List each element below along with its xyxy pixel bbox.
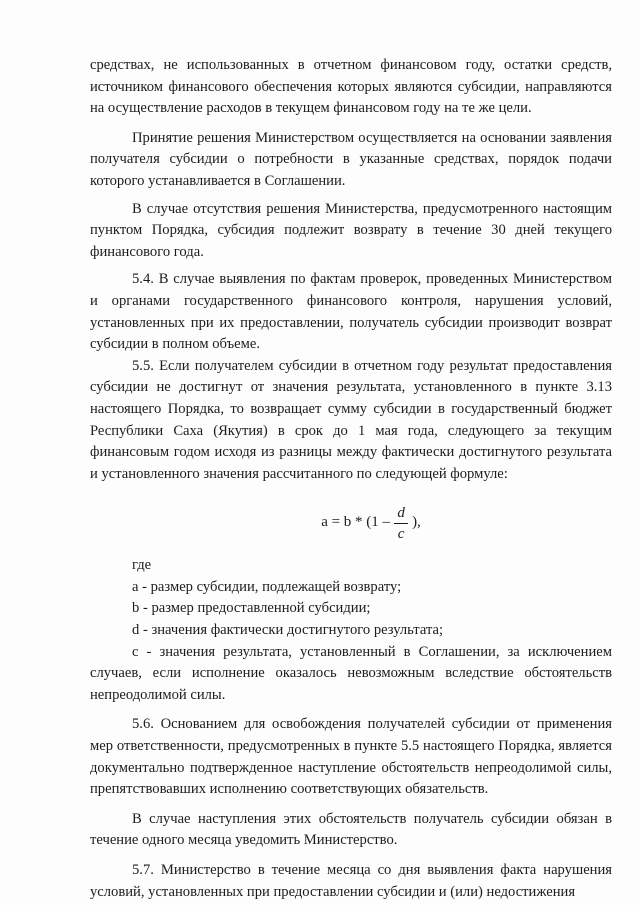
formula-left: a = b * (1 – [321, 514, 391, 531]
definition-a: a - размер субсидии, подлежащей возврату; [132, 578, 402, 595]
fraction-bar [394, 523, 408, 524]
paragraph-notify: В случае наступления этих обстоятельств получатель субсидии обязан в течение одного месяца уведомить Министерство. [90, 810, 612, 849]
definition-b: b - размер предоставленной субсидии; [132, 600, 371, 617]
formula-numerator: d [397, 504, 405, 521]
paragraph-5-5: 5.5. Если получателем субсидии в отчетном году результат предоставления субсидии не достигнут от значения результата, установленного в пункте 3.13 настоящего Порядка, то возвращает сумму субсидии в государственный бюджет Республики Саха (Якутия) в срок до 1 мая года, следующего за текущим финансовым годом исходя из разницы между фактически достигнутого результата и установленного значения рассчитанного по следующей формуле: [90, 357, 612, 482]
paragraph-5-7: 5.7. Министерство в течение месяца со дня выявления факта нарушения условий, установленных при предоставлении субсидии и (или) недостижения [90, 862, 612, 900]
paragraph-continuation: средствах, не использованных в отчетном финансовом году, остатки средств, источником финансового обеспечения которых являются субсидии, направляются на осуществление расходов в текущем финансовом году на те же цели. [90, 57, 612, 117]
where-label: где [132, 557, 152, 574]
formula-right: ), [412, 514, 421, 531]
refund-formula [130, 497, 612, 549]
formula-denominator: c [397, 525, 405, 542]
paragraph-no-decision: В случае отсутствия решения Министерства, предусмотренного настоящим пунктом Порядка, субсидия подлежит возврату в течение 30 дней текущего финансового года. [90, 200, 612, 260]
definition-d: d - значения фактически достигнутого результата; [132, 622, 444, 639]
paragraph-5-4: 5.4. В случае выявления по фактам проверок, проведенных Министерством и органами государственного финансового контроля, нарушения условий, установленных при их предоставлении, получатель субсидии производит возврат субсидии в полном объеме. [90, 271, 612, 353]
formula-fraction [394, 505, 408, 542]
paragraph-5-6: 5.6. Основанием для освобождения получателей субсидии от применения мер ответственности, предусмотренных в пункте 5.5 настоящего Порядка, является документально подтвержденное наступление обстоятельств непреодолимой силы, препятствовавших исполнению соответствующих обязательств. [90, 716, 612, 798]
paragraph-decision: Принятие решения Министерством осуществляется на основании заявления получателя субсидии о потребности в указанные средствах, порядок подачи которого устанавливается в Соглашении. [90, 129, 612, 189]
definition-c: c - значения результата, установленный в Соглашении, за исключением случаев, если исполнение оказалось невозможным вследствие обстоятельств непреодолимой силы. [90, 643, 612, 703]
document-body [90, 55, 612, 903]
